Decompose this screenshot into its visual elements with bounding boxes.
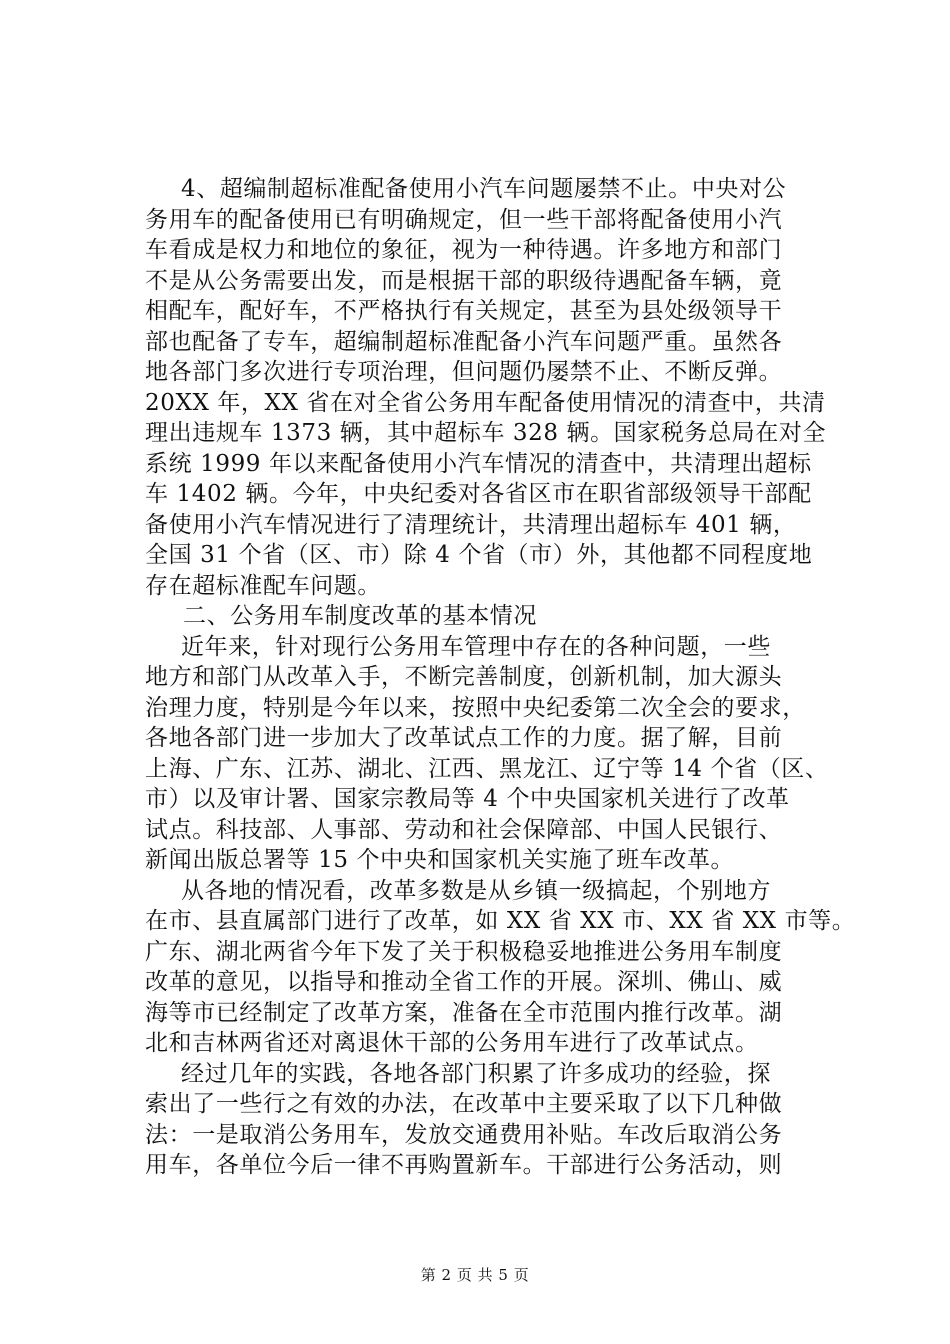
text-line: 法：一是取消公务用车，发放交通费用补贴。车改后取消公务 [145,1121,783,1148]
text-line: 试点。科技部、人事部、劳动和社会保障部、中国人民银行、 [145,816,783,843]
text-line: 索出了一些行之有效的办法，在改革中主要采取了以下几种做 [145,1091,783,1117]
text-line: 改革的意见，以指导和推动全省工作的开展。深圳、佛山、威 [145,969,783,995]
text-line: 海等市已经制定了改革方案，准备在全市范围内推行改革。湖 [145,999,783,1026]
text-line: 部也配备了专车，超编制超标准配备小汽车问题严重。虽然各 [145,328,783,355]
text-line: 全国 31 个省（区、市）除 4 个省（市）外，其他都不同程度地 [145,542,813,568]
text-line: 北和吉林两省还对离退休干部的公务用车进行了改革试点。 [145,1030,759,1056]
body-text [145,174,856,1181]
text-line: 新闻出版总署等 15 个中央和国家机关实施了班车改革。 [145,847,735,873]
text-line: 治理力度，特别是今年以来，按照中央纪委第二次全会的要求， [145,694,806,721]
text-line: 务用车的配备使用已有明确规定，但一些干部将配备使用小汽 [145,206,783,233]
text-line: 经过几年的实践，各地各部门积累了许多成功的经验，探 [181,1060,771,1087]
text-line: 备使用小汽车情况进行了清理统计，共清理出超标车 401 辆， [145,511,797,538]
text-line: 市）以及审计署、国家宗教局等 4 个中央国家机关进行了改革 [145,786,790,812]
text-line: 近年来，针对现行公务用车管理中存在的各种问题，一些 [181,633,771,660]
text-line: 地方和部门从改革入手，不断完善制度，创新机制，加大源头 [145,664,783,690]
text-line: 4、超编制超标准配备使用小汽车问题屡禁不止。中央对公 [181,176,787,202]
text-line: 地各部门多次进行专项治理，但问题仍屡禁不止、不断反弹。 [145,359,783,385]
text-line: 20XX 年，XX 省在对全省公务用车配备使用情况的清查中，共清 [145,389,826,416]
text-line: 不是从公务需要出发，而是根据干部的职级待遇配备车辆，竟 [145,267,783,294]
text-line: 存在超标准配车问题。 [145,572,381,599]
text-line: 各地各部门进一步加大了改革试点工作的力度。据了解，目前 [145,725,783,751]
text-line: 用车，各单位今后一律不再购置新车。干部进行公务活动，则 [145,1152,783,1178]
text-line: 系统 1999 年以来配备使用小汽车情况的清查中，共清理出超标 [145,450,812,477]
text-line: 从各地的情况看，改革多数是从乡镇一级搞起，个别地方 [181,877,771,904]
section-heading: 二、公务用车制度改革的基本情况 [183,603,537,629]
text-line: 相配车，配好车，不严格执行有关规定，甚至为县处级领导干 [145,298,783,324]
text-line: 理出违规车 1373 辆，其中超标车 328 辆。国家税务总局在对全 [145,420,827,446]
text-line: 在市、县直属部门进行了改革，如 XX 省 XX 市、XX 省 XX 市等。 [145,908,856,934]
text-line: 广东、湖北两省今年下发了关于积极稳妥地推进公务用车制度 [145,938,783,965]
text-line: 车 1402 辆。今年，中央纪委对各省区市在职省部级领导干部配 [145,481,812,507]
text-line: 车看成是权力和地位的象征，视为一种待遇。许多地方和部门 [145,237,783,263]
text-line: 上海、广东、江苏、湖北、江西、黑龙江、辽宁等 14 个省（区、 [145,755,829,782]
page-number: 第 2 页 共 5 页 [420,1266,530,1284]
